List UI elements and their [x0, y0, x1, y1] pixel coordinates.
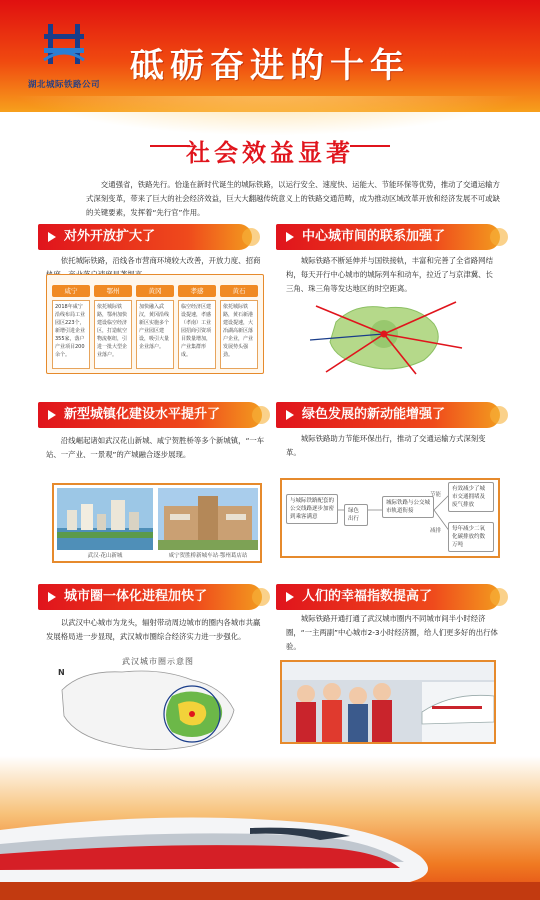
banner-tail-decoration — [242, 228, 260, 246]
open-column-tag: 孝感 — [178, 285, 216, 297]
arrow-icon — [286, 232, 294, 242]
open-column — [220, 285, 258, 369]
circle-paragraph: 以武汉中心城市为龙头，辐射带动周边城市的圈内各城市共赢发展格局进一步显现，武汉城市圈综合经济实力进一步强化。 — [46, 618, 261, 641]
arrow-icon — [48, 592, 56, 602]
network-paragraph: 城际铁路不断延伸并与国铁接轨，丰富和完善了全省路网结构，每天开行中心城市的城际列车和动车，拉近了与京津冀、长三角、珠三角等发达地区的时空距离。 — [286, 256, 493, 293]
banner-tail-decoration — [490, 588, 508, 606]
happy-passengers-photo — [280, 660, 496, 744]
open-column-text: 加快融入武汉，黄冈沿线新区实施多个产业园区建设，吸引大量企业落户。 — [136, 300, 174, 369]
passengers-image — [282, 662, 494, 742]
open-column-text: 依托城际铁路，鄂州加快建设临空经济区，打造航空物流枢纽，引进一批大型企业落户。 — [94, 300, 132, 369]
banner-network-title: 中心城市间的联系加强了 — [302, 229, 446, 244]
photo-caption: 武汉·花山新城 — [87, 553, 123, 559]
open-paragraph: 依托城际铁路，沿线各市营商环境较大改善，开放力度、招商 — [60, 256, 261, 265]
compass-icon: N — [58, 668, 65, 677]
open-column-tag: 鄂州 — [94, 285, 132, 297]
banner-happy — [276, 584, 500, 610]
flow-box-center: 城际铁路与公交城市轨道衔接 — [382, 496, 434, 518]
open-column-text: 2018年咸宁沿线布局工业园区223个，新增引进企业355家，落户产业项目200余个。 — [52, 300, 90, 369]
railway-network-map — [306, 294, 466, 376]
open-column — [178, 285, 216, 369]
arrow-icon — [286, 410, 294, 420]
open-column-text: 临空经济区建设提速，孝感（孝南）工业园招商引资项目数量增加，产业集群形成。 — [178, 300, 216, 369]
arrow-icon — [48, 410, 56, 420]
open-column-tag: 咸宁 — [52, 285, 90, 297]
open-column — [52, 285, 90, 369]
banner-tail-decoration — [252, 588, 270, 606]
banner-urban — [38, 402, 262, 428]
banner-circle — [38, 584, 262, 610]
banner-urban-title: 新型城镇化建设水平提升了 — [64, 407, 221, 422]
open-column-text: 依托城际铁路，黄石新港建设提速，大冶湖高新区落户企业，产业发展势头强劲。 — [220, 300, 258, 369]
green-paragraph: 城际铁路助力节能环保出行，推动了交通运输方式深刻变革。 — [286, 434, 486, 457]
green-flow-chart — [280, 478, 500, 558]
open-column — [94, 285, 132, 369]
open-column-tag: 黄石 — [220, 285, 258, 297]
new-town-photo — [57, 488, 153, 550]
logo-mark-icon — [40, 20, 88, 68]
banner-circle-title: 城市圈一体化进程加快了 — [64, 589, 208, 604]
banner-tail-decoration — [490, 228, 508, 246]
open-column — [136, 285, 174, 369]
high-speed-train-illustration — [0, 770, 540, 900]
arrow-icon — [48, 232, 56, 242]
company-logo — [22, 14, 106, 98]
banner-network — [276, 224, 500, 250]
urban-photo-strip — [52, 483, 262, 563]
banner-tail-decoration — [252, 406, 270, 424]
flow-box-small: 绿色出行 — [344, 504, 368, 526]
arrow-icon — [286, 592, 294, 602]
section-title: 社会效益显著 — [186, 139, 354, 167]
flow-box-right-bottom: 每年减少二氧化碳排放约数万吨 — [448, 522, 494, 552]
flow-arrow-top-label: 节能 — [430, 492, 442, 498]
banner-open-title: 对外开放扩大了 — [64, 229, 156, 244]
flow-box-left: 与城际铁路配套的公交线路逐步加密到乘客满意 — [286, 494, 338, 524]
intro-paragraph: 交通强省，铁路先行。恰逢在新时代诞生的城际铁路，以运行安全、速度快、运能大、节能环保等优势，推动了交通运输方式深刻变革，带来了巨大的社会经济效益，巨大大翻越传统意义上的铁路交通范畴，成为推动区域改革开放和经济发展不可或缺的关键要素，发挥着“先行官”作用。 — [86, 180, 500, 217]
banner-tail-decoration — [490, 406, 508, 424]
map-title: 武汉城市圈示意图 — [122, 657, 194, 666]
station-photo — [158, 488, 258, 550]
photo-caption: 咸宁贺胜桥新城车站·鄂州葛店站 — [168, 553, 248, 559]
city-circle-map — [52, 650, 242, 754]
banner-happy-title: 人们的幸福指数提高了 — [302, 589, 433, 604]
logo-text: 湖北城际铁路公司 — [27, 80, 100, 90]
flow-box-right-top: 有效减少了城市交通拥堵及废气排放 — [448, 482, 494, 512]
happy-paragraph: 城际铁路开通打通了武汉城市圈内不同城市间半小时经济圈，“一主两副”中心城市2-3小时经济圈，给人们更多好的出行体验。 — [286, 614, 498, 651]
urban-paragraph: 沿线崛起诸如武汉花山新城、咸宁贺胜桥等多个新城镇，“一车站、一产业、一景观”的产城融合逐步展现。 — [46, 436, 265, 459]
open-column-tag: 黄冈 — [136, 285, 174, 297]
header-glow — [0, 96, 540, 136]
banner-green — [276, 402, 500, 428]
main-title: 砥砺奋进的十年 — [130, 46, 410, 86]
banner-open — [38, 224, 252, 250]
open-columns-box — [46, 274, 264, 374]
flow-arrow-bottom-label: 减排 — [430, 528, 442, 534]
banner-green-title: 绿色发展的新动能增强了 — [302, 407, 446, 422]
